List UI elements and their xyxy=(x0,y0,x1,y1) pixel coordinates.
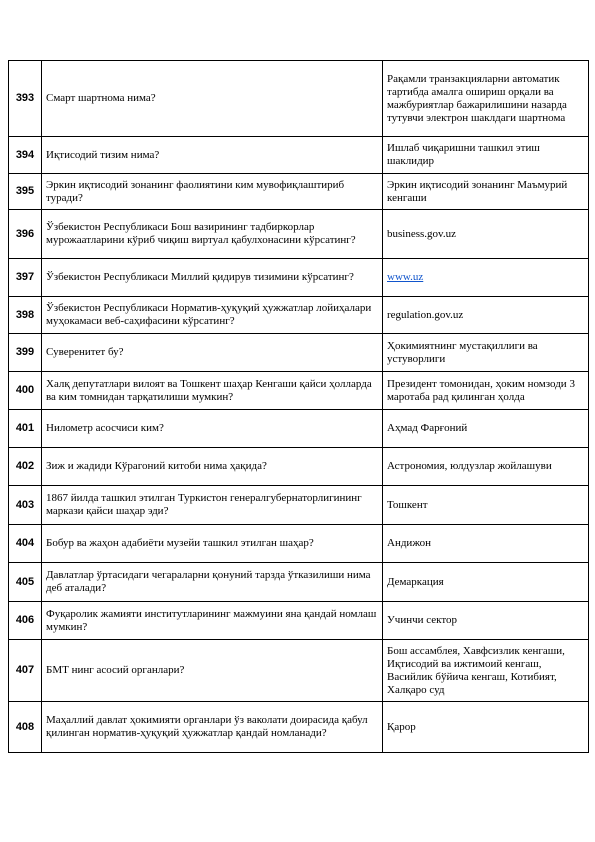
row-number: 394 xyxy=(9,137,42,174)
row-number: 403 xyxy=(9,486,42,525)
table-row xyxy=(9,259,589,297)
answer-cell: Бош ассамблея, Хавфсизлик кенгаши, Иқтисодий ва ижтимоий кенгаш, Васийлик бўйича кенгаш, Котибият, Халқаро суд xyxy=(383,640,589,702)
answer-cell: Ҳокимиятнинг мустақиллиги ва устуворлиги xyxy=(383,334,589,372)
answer-cell: Қарор xyxy=(383,702,589,753)
answer-cell: Аҳмад Фарғоний xyxy=(383,410,589,448)
table-row xyxy=(9,563,589,602)
answer-cell: Рақамли транзакцияларни автоматик тартибда амалга ошириш орқали ва мажбуриятлар бажарилишини назарда тутувчи электрон шаклдаги шартнома xyxy=(383,61,589,137)
row-number: 393 xyxy=(9,61,42,137)
qa-table xyxy=(8,60,589,753)
table-row xyxy=(9,640,589,702)
question-cell: Эркин иқтисодий зонанинг фаолиятини ким мувофиқлаштириб туради? xyxy=(42,174,383,210)
table-row xyxy=(9,448,589,486)
question-cell: Ўзбекистон Республикаси Норматив-ҳуқуқий ҳужжатлар лойиҳалари муҳокамаси веб-саҳифасини кўрсатинг? xyxy=(42,297,383,334)
table-row xyxy=(9,702,589,753)
table-row xyxy=(9,410,589,448)
table-row xyxy=(9,525,589,563)
national-search-link[interactable]: www.uz xyxy=(387,271,424,283)
question-cell: Давлатлар ўртасидаги чегараларни қонуний тарзда ўтказилиши нима деб аталади? xyxy=(42,563,383,602)
question-cell: БМТ нинг асосий органлари? xyxy=(42,640,383,702)
table-row xyxy=(9,602,589,640)
question-cell: Фуқаролик жамияти институтларининг мажмуини яна қандай номлаш мумкин? xyxy=(42,602,383,640)
row-number: 404 xyxy=(9,525,42,563)
row-number: 396 xyxy=(9,210,42,259)
table-row xyxy=(9,61,589,137)
answer-cell: Тошкент xyxy=(383,486,589,525)
question-cell: Иқтисодий тизим нима? xyxy=(42,137,383,174)
table-row xyxy=(9,486,589,525)
answer-cell: business.gov.uz xyxy=(383,210,589,259)
row-number: 402 xyxy=(9,448,42,486)
row-number: 405 xyxy=(9,563,42,602)
answer-cell: Ишлаб чиқаришни ташкил этиш шаклидир xyxy=(383,137,589,174)
table-row xyxy=(9,297,589,334)
answer-cell: regulation.gov.uz xyxy=(383,297,589,334)
answer-cell: Учинчи сектор xyxy=(383,602,589,640)
row-number: 408 xyxy=(9,702,42,753)
table-row xyxy=(9,174,589,210)
question-cell: Зиж и жадиди Кўрагоний китоби нима ҳақида? xyxy=(42,448,383,486)
row-number: 397 xyxy=(9,259,42,297)
question-cell: Смарт шартнома нима? xyxy=(42,61,383,137)
row-number: 406 xyxy=(9,602,42,640)
row-number: 399 xyxy=(9,334,42,372)
answer-cell: Президент томонидан, ҳоким номзоди 3 маротаба рад қилинган ҳолда xyxy=(383,372,589,410)
row-number: 401 xyxy=(9,410,42,448)
answer-cell: Эркин иқтисодий зонанинг Маъмурий кенгаши xyxy=(383,174,589,210)
table-row xyxy=(9,210,589,259)
question-cell: Суверенитет бу? xyxy=(42,334,383,372)
answer-cell xyxy=(383,259,589,297)
answer-cell: Астрономия, юлдузлар жойлашуви xyxy=(383,448,589,486)
answer-cell: Андижон xyxy=(383,525,589,563)
table-row xyxy=(9,137,589,174)
question-cell: Ўзбекистон Республикаси Бош вазирининг тадбиркорлар мурожаатларини кўриб чиқиш виртуал қабулхонасини кўрсатинг? xyxy=(42,210,383,259)
question-cell: Бобур ва жаҳон адабиёти музейи ташкил этилган шаҳар? xyxy=(42,525,383,563)
table-row xyxy=(9,372,589,410)
question-cell: Ўзбекистон Республикаси Миллий қидирув тизимини кўрсатинг? xyxy=(42,259,383,297)
row-number: 395 xyxy=(9,174,42,210)
answer-cell: Демаркация xyxy=(383,563,589,602)
question-cell: Халқ депутатлари вилоят ва Тошкент шаҳар Кенгаши қайси ҳолларда ва ким томнидан тарқатилиши мумкин? xyxy=(42,372,383,410)
row-number: 400 xyxy=(9,372,42,410)
question-cell: 1867 йилда ташкил этилган Туркистон генералгубернаторлигининг маркази қайси шаҳар эди? xyxy=(42,486,383,525)
question-cell: Маҳаллий давлат ҳокимияти органлари ўз ваколати доирасида қабул қилинган норматив-ҳуқуқий ҳужжатлар қандай номланади? xyxy=(42,702,383,753)
row-number: 398 xyxy=(9,297,42,334)
table-row xyxy=(9,334,589,372)
question-cell: Нилометр асосчиси ким? xyxy=(42,410,383,448)
row-number: 407 xyxy=(9,640,42,702)
